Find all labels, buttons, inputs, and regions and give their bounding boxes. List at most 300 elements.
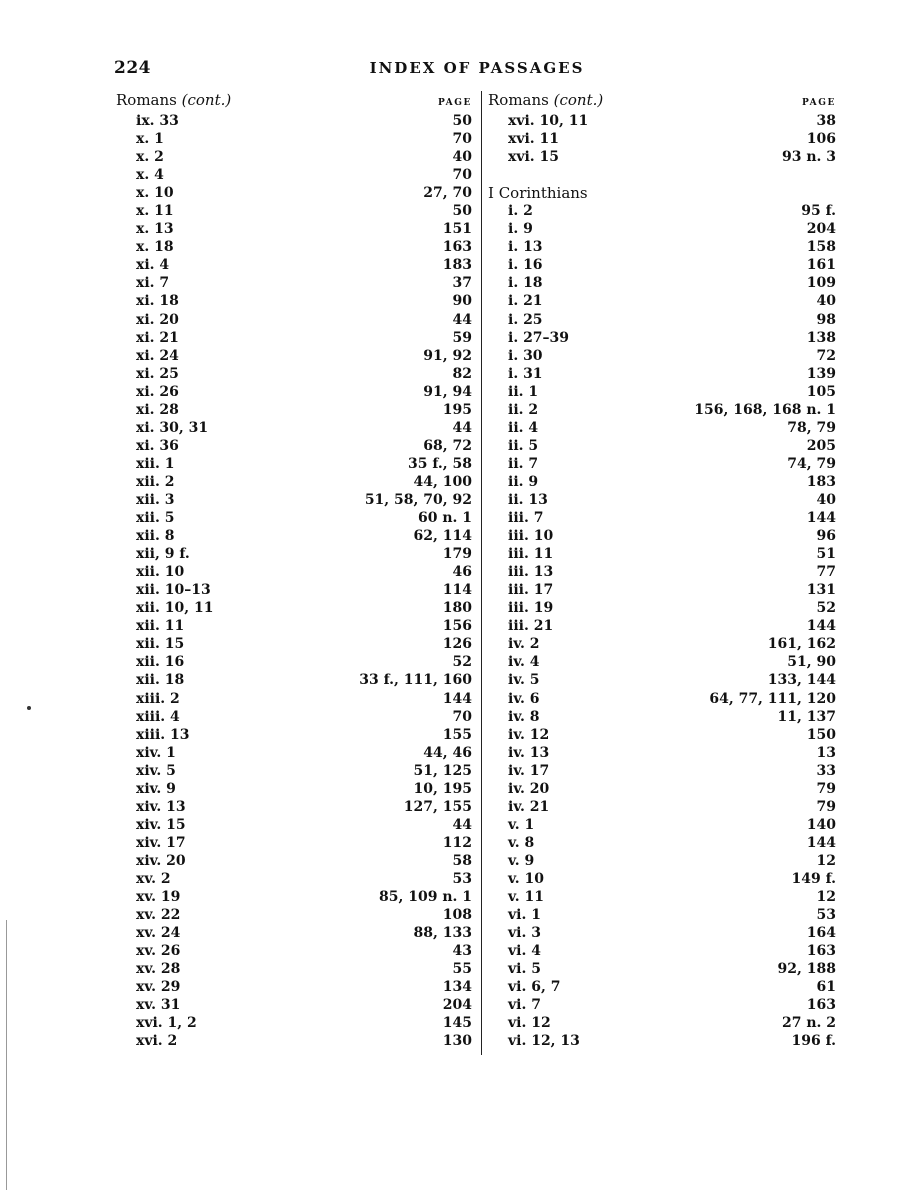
index-entry — [488, 220, 836, 238]
page-reference: 51, 90 — [787, 654, 836, 671]
page-reference: 44, 46 — [423, 744, 472, 761]
page-reference: 96 — [816, 528, 836, 545]
page-reference: 139 — [806, 365, 836, 382]
index-entry — [116, 834, 472, 852]
passage-reference: xv. 19 — [136, 889, 181, 906]
passage-reference: x. 13 — [136, 221, 174, 238]
page-reference: 163 — [806, 997, 836, 1014]
passage-reference: v. 1 — [508, 816, 535, 833]
passage-reference: xii. 10–13 — [136, 582, 211, 599]
section-gap — [488, 166, 836, 184]
index-entry — [488, 599, 836, 617]
passage-reference: ii. 1 — [508, 383, 539, 400]
index-entry — [488, 726, 836, 744]
passage-reference: v. 9 — [508, 852, 535, 869]
index-entry — [488, 888, 836, 906]
index-entry — [488, 906, 836, 924]
passage-reference: iii. 17 — [508, 582, 554, 599]
page-reference: 37 — [452, 275, 472, 292]
page-reference: 161 — [806, 257, 836, 274]
page-reference: 92, 188 — [777, 961, 836, 978]
book-name: Romans — [116, 91, 177, 109]
index-entry — [116, 852, 472, 870]
page-reference: 70 — [452, 131, 472, 148]
passage-reference: xiv. 20 — [136, 852, 186, 869]
entry-list — [488, 202, 836, 1050]
page-reference: 59 — [452, 329, 472, 346]
passage-reference: xii, 9 f. — [136, 546, 190, 563]
page-reference: 106 — [806, 131, 836, 148]
passage-reference: i. 25 — [508, 311, 543, 328]
entry-list — [488, 112, 836, 166]
index-entry — [116, 365, 472, 383]
index-entry — [116, 347, 472, 365]
passage-reference: i. 13 — [508, 239, 543, 256]
passage-reference: xii. 1 — [136, 455, 175, 472]
index-entry — [488, 130, 836, 148]
passage-reference: xv. 2 — [136, 870, 171, 887]
right-index-column — [488, 90, 836, 1050]
index-entry — [488, 978, 836, 996]
index-entry — [116, 383, 472, 401]
index-entry — [488, 671, 836, 689]
passage-reference: i. 16 — [508, 257, 543, 274]
index-entry — [488, 545, 836, 563]
index-entry — [116, 527, 472, 545]
page-reference: 70 — [452, 708, 472, 725]
index-entry — [116, 220, 472, 238]
index-entry — [116, 960, 472, 978]
index-entry — [488, 329, 836, 347]
page-reference: 44 — [452, 311, 472, 328]
passage-reference: xii. 10, 11 — [136, 600, 214, 617]
page-reference: 161, 162 — [767, 636, 836, 653]
passage-reference: vi. 7 — [508, 997, 541, 1014]
passage-reference: vi. 5 — [508, 961, 541, 978]
index-entry — [116, 870, 472, 888]
page-reference: 70 — [452, 167, 472, 184]
passage-reference: vi. 4 — [508, 943, 541, 960]
page-reference: 77 — [816, 564, 836, 581]
index-entry — [488, 1032, 836, 1050]
page-reference: 95 f. — [801, 203, 836, 220]
continued-note: (cont.) — [553, 91, 604, 109]
page-reference: 145 — [442, 1015, 472, 1032]
page-reference: 179 — [442, 546, 472, 563]
page-reference: 144 — [806, 618, 836, 635]
index-entry — [488, 852, 836, 870]
page-reference: 88, 133 — [413, 925, 472, 942]
passage-reference: xii. 10 — [136, 564, 185, 581]
page-reference: 79 — [816, 798, 836, 815]
index-entry — [488, 491, 836, 509]
index-entry — [488, 834, 836, 852]
index-entry — [116, 653, 472, 671]
index-entry — [116, 744, 472, 762]
page-reference: 51, 125 — [413, 762, 472, 779]
page-reference: 38 — [816, 113, 836, 129]
index-entry — [488, 256, 836, 274]
passage-reference: xi. 24 — [136, 347, 179, 364]
passage-reference: x. 1 — [136, 131, 164, 148]
passage-reference: xvi. 10, 11 — [508, 113, 589, 129]
index-entry — [488, 690, 836, 708]
page-reference: 163 — [806, 943, 836, 960]
passage-reference: iv. 4 — [508, 654, 540, 671]
page-reference: 195 — [442, 401, 472, 418]
page-reference: 144 — [806, 510, 836, 527]
passage-reference: xv. 22 — [136, 907, 181, 924]
page-number: 224 — [114, 58, 151, 78]
page-reference: 51, 58, 70, 92 — [364, 491, 472, 508]
section-heading — [488, 184, 836, 202]
page-reference: 40 — [816, 293, 836, 310]
passage-reference: vi. 3 — [508, 925, 541, 942]
index-entry — [488, 347, 836, 365]
column-heading — [488, 90, 836, 112]
page-column-label: PAGE — [437, 98, 472, 108]
index-entry — [488, 401, 836, 419]
index-entry — [116, 780, 472, 798]
page-reference: 11, 137 — [777, 708, 836, 725]
index-entry — [488, 744, 836, 762]
passage-reference: xii. 18 — [136, 672, 185, 689]
index-entry — [116, 491, 472, 509]
index-entry — [116, 545, 472, 563]
page-reference: 98 — [816, 311, 836, 328]
index-entry — [116, 798, 472, 816]
page-reference: 58 — [452, 852, 472, 869]
passage-reference: iii. 13 — [508, 564, 554, 581]
index-entry — [488, 1014, 836, 1032]
index-entry — [116, 437, 472, 455]
index-entry — [116, 419, 472, 437]
page-reference: 51 — [816, 546, 836, 563]
page-reference: 33 f., 111, 160 — [359, 672, 472, 689]
page-reference: 109 — [806, 275, 836, 292]
page-reference: 114 — [442, 582, 472, 599]
page-reference: 44 — [452, 419, 472, 436]
passage-reference: xiii. 4 — [136, 708, 180, 725]
index-entry — [488, 924, 836, 942]
passage-reference: xi. 26 — [136, 383, 179, 400]
index-entry — [116, 130, 472, 148]
index-entry — [488, 148, 836, 166]
index-entry — [488, 419, 836, 437]
index-entry — [488, 870, 836, 888]
passage-reference: vi. 12 — [508, 1015, 551, 1032]
column-divider — [481, 91, 482, 1055]
passage-reference: ii. 7 — [508, 455, 539, 472]
page-reference: 44, 100 — [413, 473, 472, 490]
page-reference: 127, 155 — [403, 798, 472, 815]
page-reference: 53 — [452, 870, 472, 887]
page-reference: 133, 144 — [767, 672, 836, 689]
passage-reference: ii. 5 — [508, 437, 539, 454]
passage-reference: xii. 8 — [136, 528, 175, 545]
passage-reference: xvi. 2 — [136, 1033, 178, 1050]
index-entry — [488, 437, 836, 455]
passage-reference: i. 30 — [508, 347, 543, 364]
passage-reference: iv. 5 — [508, 672, 540, 689]
index-entry — [116, 563, 472, 581]
passage-reference: xvi. 11 — [508, 131, 560, 148]
page-reference: 50 — [452, 113, 472, 129]
index-entry — [116, 816, 472, 834]
index-entry — [116, 509, 472, 527]
passage-reference: x. 4 — [136, 167, 164, 184]
page-reference: 164 — [806, 925, 836, 942]
page-reference: 62, 114 — [413, 528, 472, 545]
passage-reference: xiv. 13 — [136, 798, 186, 815]
index-entry — [488, 996, 836, 1014]
passage-reference: iii. 19 — [508, 600, 554, 617]
page-reference: 155 — [442, 726, 472, 743]
page-reference: 43 — [452, 943, 472, 960]
passage-reference: v. 10 — [508, 870, 544, 887]
passage-reference: i. 21 — [508, 293, 543, 310]
page-reference: 180 — [442, 600, 472, 617]
page-reference: 108 — [442, 907, 472, 924]
index-entry — [488, 365, 836, 383]
index-entry — [488, 653, 836, 671]
page-reference: 72 — [816, 347, 836, 364]
passage-reference: xiii. 2 — [136, 690, 180, 707]
index-entry — [488, 238, 836, 256]
passage-reference: iv. 20 — [508, 780, 550, 797]
page-reference: 12 — [816, 889, 836, 906]
passage-reference: xii. 11 — [136, 618, 185, 635]
passage-reference: iii. 7 — [508, 510, 544, 527]
page-reference: 204 — [442, 997, 472, 1014]
index-entry — [488, 780, 836, 798]
page-reference: 150 — [806, 726, 836, 743]
page-reference: 91, 94 — [423, 383, 472, 400]
index-entry — [116, 617, 472, 635]
page-reference: 140 — [806, 816, 836, 833]
page-reference: 91, 92 — [423, 347, 472, 364]
passage-reference: xii. 5 — [136, 510, 175, 527]
passage-reference: xiv. 9 — [136, 780, 176, 797]
passage-reference: vi. 12, 13 — [508, 1033, 580, 1050]
index-entry — [116, 112, 472, 130]
index-entry — [488, 311, 836, 329]
index-entry — [116, 202, 472, 220]
page-reference: 130 — [442, 1033, 472, 1050]
page-reference: 78, 79 — [787, 419, 836, 436]
index-entry — [488, 383, 836, 401]
passage-reference: xiv. 5 — [136, 762, 176, 779]
page-reference: 46 — [452, 564, 472, 581]
book-name: Romans — [488, 91, 549, 109]
passage-reference: v. 11 — [508, 889, 544, 906]
page-reference: 183 — [806, 473, 836, 490]
page-reference: 144 — [806, 834, 836, 851]
passage-reference: i. 2 — [508, 203, 533, 220]
column-heading — [116, 90, 472, 112]
page-reference: 90 — [452, 293, 472, 310]
index-entry — [488, 798, 836, 816]
index-entry — [488, 762, 836, 780]
page-reference: 40 — [816, 491, 836, 508]
page-reference: 205 — [806, 437, 836, 454]
page-reference: 44 — [452, 816, 472, 833]
passage-reference: iv. 12 — [508, 726, 550, 743]
page-reference: 10, 195 — [413, 780, 472, 797]
passage-reference: x. 18 — [136, 239, 174, 256]
index-entry — [116, 473, 472, 491]
page-reference: 183 — [442, 257, 472, 274]
index-entry — [116, 762, 472, 780]
page-reference: 156, 168, 168 n. 1 — [694, 401, 836, 418]
passage-reference: ii. 2 — [508, 401, 539, 418]
passage-reference: xiv. 17 — [136, 834, 186, 851]
passage-reference: iv. 21 — [508, 798, 550, 815]
index-entry — [116, 166, 472, 184]
index-entry — [116, 238, 472, 256]
page-header — [114, 58, 826, 82]
entry-list — [116, 112, 472, 1050]
page-reference: 35 f., 58 — [408, 455, 472, 472]
index-entry — [488, 617, 836, 635]
passage-reference: ii. 4 — [508, 419, 539, 436]
page-reference: 131 — [806, 582, 836, 599]
scan-edge-line — [6, 920, 7, 1190]
passage-reference: i. 27–39 — [508, 329, 570, 346]
index-entry — [116, 906, 472, 924]
page-reference: 13 — [816, 744, 836, 761]
page-reference: 85, 109 n. 1 — [379, 889, 472, 906]
page-reference: 60 n. 1 — [417, 510, 472, 527]
index-entry — [116, 148, 472, 166]
index-entry — [488, 509, 836, 527]
page-reference: 79 — [816, 780, 836, 797]
index-entry — [488, 112, 836, 130]
page-reference: 149 f. — [791, 870, 836, 887]
index-entry — [116, 726, 472, 744]
page-reference: 55 — [452, 961, 472, 978]
passage-reference: xi. 21 — [136, 329, 179, 346]
index-entry — [488, 292, 836, 310]
passage-reference: iv. 2 — [508, 636, 540, 653]
index-entry — [116, 184, 472, 202]
page-reference: 40 — [452, 149, 472, 166]
left-index-column — [116, 90, 472, 1050]
passage-reference: vi. 1 — [508, 907, 541, 924]
page-reference: 50 — [452, 203, 472, 220]
passage-reference: xi. 18 — [136, 293, 179, 310]
page-reference: 163 — [442, 239, 472, 256]
passage-reference: iii. 21 — [508, 618, 554, 635]
page-reference: 33 — [816, 762, 836, 779]
index-entry — [488, 527, 836, 545]
page-reference: 151 — [442, 221, 472, 238]
passage-reference: xv. 29 — [136, 979, 181, 996]
page-reference: 126 — [442, 636, 472, 653]
passage-reference: xii. 2 — [136, 473, 175, 490]
page-reference: 53 — [816, 907, 836, 924]
book-heading — [116, 90, 231, 110]
page-reference: 68, 72 — [423, 437, 472, 454]
passage-reference: xiv. 15 — [136, 816, 186, 833]
page-reference: 52 — [816, 600, 836, 617]
passage-reference: xii. 16 — [136, 654, 185, 671]
index-entry — [116, 401, 472, 419]
passage-reference: xv. 24 — [136, 925, 181, 942]
index-entry — [488, 942, 836, 960]
index-entry — [488, 274, 836, 292]
passage-reference: x. 2 — [136, 149, 164, 166]
passage-reference: iv. 17 — [508, 762, 550, 779]
index-entry — [116, 1032, 472, 1050]
passage-reference: xiv. 1 — [136, 744, 176, 761]
continued-note: (cont.) — [181, 91, 232, 109]
passage-reference: xi. 20 — [136, 311, 179, 328]
index-entry — [116, 924, 472, 942]
passage-reference: v. 8 — [508, 834, 535, 851]
margin-mark — [27, 706, 31, 710]
page-reference: 138 — [806, 329, 836, 346]
index-entry — [488, 581, 836, 599]
index-entry — [116, 256, 472, 274]
passage-reference: xv. 28 — [136, 961, 181, 978]
page-reference: 64, 77, 111, 120 — [709, 690, 836, 707]
index-entry — [116, 311, 472, 329]
page-reference: 196 f. — [791, 1033, 836, 1050]
index-entry — [488, 563, 836, 581]
page-reference: 134 — [442, 979, 472, 996]
index-entry — [116, 671, 472, 689]
section-title: I Corinthians — [488, 184, 588, 203]
index-entry — [488, 473, 836, 491]
page-reference: 52 — [452, 654, 472, 671]
index-entry — [116, 888, 472, 906]
index-entry — [116, 599, 472, 617]
index-entry — [116, 581, 472, 599]
passage-reference: xi. 28 — [136, 401, 179, 418]
passage-reference: iv. 13 — [508, 744, 550, 761]
index-entry — [488, 455, 836, 473]
index-entry — [116, 292, 472, 310]
index-entry — [116, 996, 472, 1014]
passage-reference: xi. 25 — [136, 365, 179, 382]
passage-reference: xv. 31 — [136, 997, 181, 1014]
passage-reference: xiii. 13 — [136, 726, 190, 743]
index-entry — [488, 708, 836, 726]
passage-reference: xii. 15 — [136, 636, 185, 653]
passage-reference: xi. 36 — [136, 437, 179, 454]
passage-reference: iv. 8 — [508, 708, 540, 725]
page-reference: 156 — [442, 618, 472, 635]
passage-reference: xi. 4 — [136, 257, 170, 274]
passage-reference: vi. 6, 7 — [508, 979, 561, 996]
page-reference: 93 n. 3 — [781, 149, 836, 166]
passage-reference: ii. 9 — [508, 473, 539, 490]
passage-reference: xvi. 15 — [508, 149, 560, 166]
passage-reference: ii. 13 — [508, 491, 548, 508]
index-entry — [488, 960, 836, 978]
page-reference: 12 — [816, 852, 836, 869]
index-entry — [488, 816, 836, 834]
running-title: INDEX OF PASSAGES — [369, 59, 585, 77]
page-reference: 158 — [806, 239, 836, 256]
page-reference: 112 — [442, 834, 472, 851]
index-entry — [488, 635, 836, 653]
page-column-label: PAGE — [801, 98, 836, 108]
index-entry — [116, 1014, 472, 1032]
passage-reference: i. 9 — [508, 221, 533, 238]
passage-reference: ix. 33 — [136, 113, 179, 129]
